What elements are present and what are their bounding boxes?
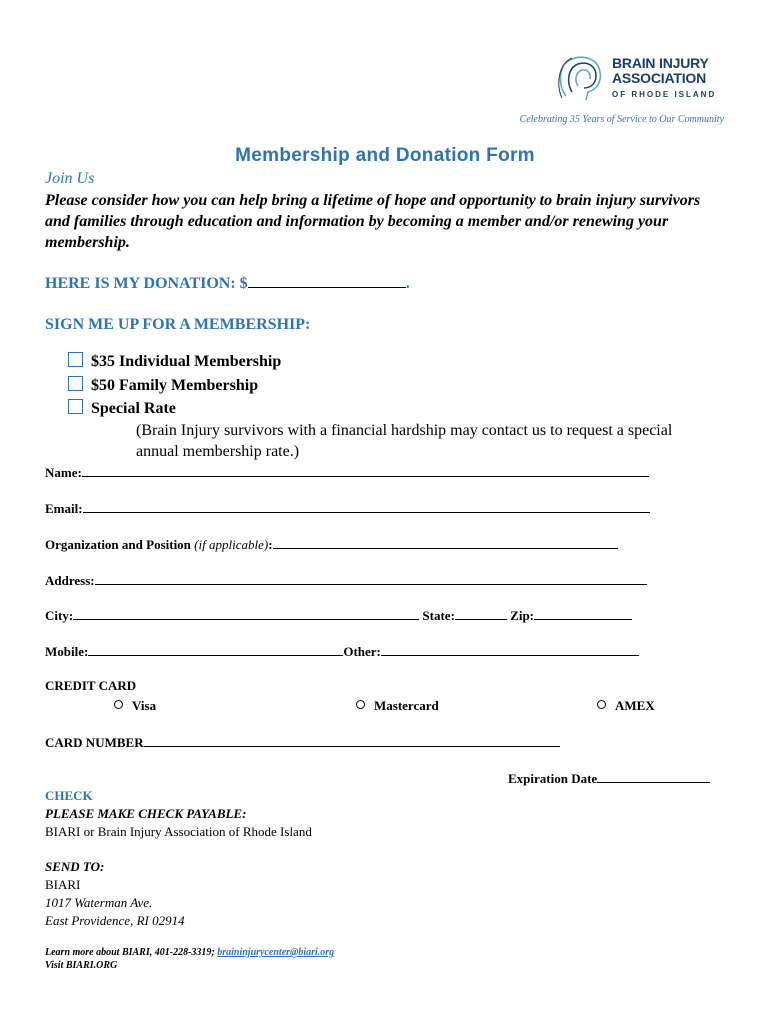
state-label: State: [422,608,455,623]
donation-amount-field[interactable] [248,275,406,288]
name-row [45,464,649,481]
expiration-field[interactable] [597,770,710,783]
membership-option-family[interactable]: $50 Family Membership [68,376,258,395]
join-heading: Join Us [45,170,95,187]
intro-text: Please consider how you can help bring a lifetime of hope and opportunity to brain injury survivors and families through education and information by becoming a member and/or renewing your membership. [45,192,701,251]
expiration-row [508,770,710,787]
send-to-line-2: 1017 Waterman Ave. [45,895,153,910]
email-label: Email: [45,501,83,516]
membership-heading: SIGN ME UP FOR A MEMBERSHIP: [45,316,311,333]
other-label: Other: [343,644,381,659]
send-to-line-1: BIARI [45,877,81,892]
special-rate-note: (Brain Injury survivors with a financial hardship may contact us to request a special annual membership rate.) [136,422,673,460]
donation-end: . [405,275,410,292]
biari-logo [556,52,728,104]
tagline: Celebrating 35 Years of Service to Our Community [519,114,724,125]
radio-icon[interactable] [356,700,365,709]
address-field[interactable] [95,572,647,585]
check-heading: CHECK [45,788,93,803]
payable-to: BIARI or Brain Injury Association of Rhode Island [45,824,312,839]
mobile-field[interactable] [88,643,343,656]
card-number-row [45,734,560,751]
checkbox-icon[interactable] [68,352,83,367]
mobile-label: Mobile: [45,644,89,659]
logo-line-2: ASSOCIATION [612,70,706,86]
address-label: Address: [45,573,95,588]
city-field[interactable] [73,607,419,620]
org-hint: (if applicable) [194,537,269,552]
zip-label: Zip: [510,608,535,623]
city-label: City: [45,608,74,623]
card-option-visa[interactable]: Visa [114,698,156,714]
logo-line-1: BRAIN INJURY [612,55,709,71]
logo-line-3: OF RHODE ISLAND [612,90,717,99]
other-field[interactable] [381,643,639,656]
footer-text: Learn more about BIARI, 401-228-3319; [45,947,218,958]
membership-option-individual[interactable]: $35 Individual Membership [68,352,281,371]
checkbox-icon[interactable] [68,399,83,414]
page-title: Membership and Donation Form [235,145,535,166]
email-field[interactable] [83,500,650,513]
card-number-field[interactable] [144,734,560,747]
card-number-label: CARD NUMBER [45,735,144,750]
radio-icon[interactable] [114,700,123,709]
send-to-label: SEND TO: [45,859,105,874]
name-field[interactable] [82,464,649,477]
email-link[interactable]: braininjurycenter@biari.org [217,947,335,958]
zip-field[interactable] [534,607,632,620]
donation-label: HERE IS MY DONATION: $ [45,275,248,292]
expiration-label: Expiration Date [508,771,598,786]
donation-row [45,275,410,293]
org-field[interactable] [273,536,618,549]
address-row [45,572,647,589]
state-field[interactable] [455,607,507,620]
name-label: Name: [45,465,82,480]
credit-card-heading: CREDIT CARD [45,678,137,693]
email-row [45,500,650,517]
checkbox-icon[interactable] [68,376,83,391]
org-row: Organization and Position (if applicable): [45,536,618,553]
card-option-amex[interactable]: AMEX [597,698,655,714]
radio-icon[interactable] [597,700,606,709]
footer-visit: Visit BIARI.ORG [45,960,118,971]
footer [45,946,334,972]
card-option-mastercard[interactable]: Mastercard [356,698,439,714]
send-to-line-3: East Providence, RI 02914 [45,913,185,928]
head-profile-icon [556,52,612,104]
membership-option-special[interactable]: Special Rate [68,399,176,418]
org-label: Organization and Position [45,537,191,552]
mobile-row [45,643,639,660]
city-row [45,607,632,624]
payable-label: PLEASE MAKE CHECK PAYABLE: [45,806,247,821]
